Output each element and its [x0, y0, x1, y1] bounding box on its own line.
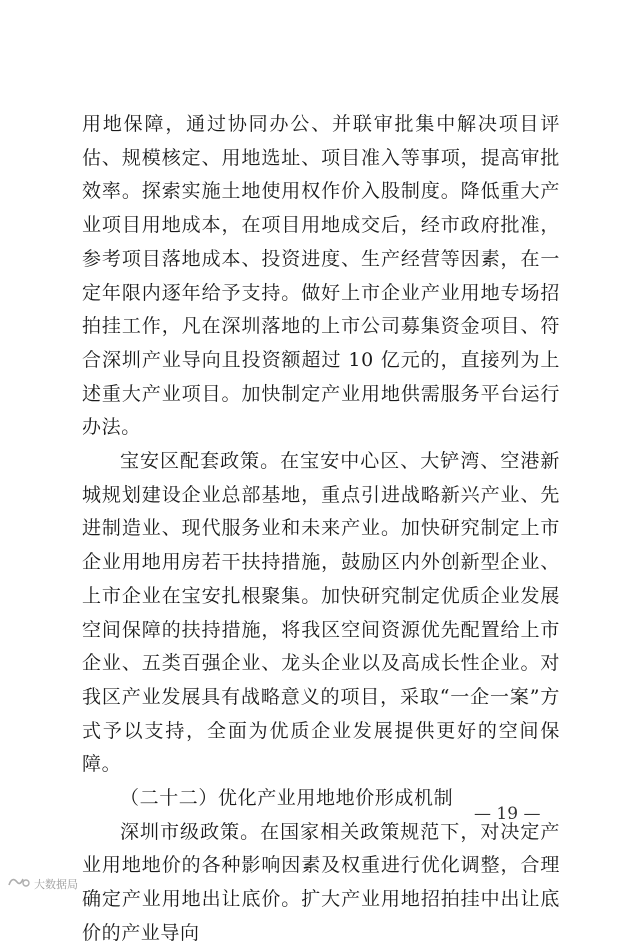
- section-heading: （二十二）优化产业用地地价形成机制: [120, 787, 454, 810]
- paragraph-continuation: 用地保障，通过协同办公、并联审批集中解决项目评估、规模核定、用地选址、项目准入等事项，提高审批效率。探索实施土地使用权作价入股制度。降低重大产业项目用地成本，在项目用地成交后，经市政府批准，参考项目落地成本、投资进度、生产经营等因素，在一定年限内逐年给予支持。做好上市企业产业用地专场招拍挂工作，凡在深圳落地的上市公司募集资金项目、符合深圳产业导向且投资额超过 10 亿元的，直接列为上述重大产业项目。加快制定产业用地供需服务平台运行办法。: [82, 113, 560, 439]
- document-body: [82, 108, 560, 951]
- paragraph-shenzhen-policy: 深圳市级政策。在国家相关政策规范下，对决定产业用地地价的各种影响因素及权重进行优化调整，合理确定产业用地出让底价。扩大产业用地招拍挂中出让底价的产业导向: [82, 820, 560, 944]
- paragraph-baoan-policy: 宝安区配套政策。在宝安中心区、大铲湾、空港新城规划建设企业总部基地，重点引进战略新兴产业、先进制造业、现代服务业和未来产业。加快研究制定上市企业用地用房若干扶持措施，鼓励区内外创新型企业、上市企业在宝安扎根聚集。加快研究制定优质企业发展空间保障的扶持措施，将我区空间资源优先配置给上市企业、五类百强企业、龙头企业以及高成长性企业。对我区产业发展具有战略意义的项目，采取“一企一案”方式予以支持，全面为优质企业发展提供更好的空间保障。: [82, 450, 560, 776]
- logo-mark-icon: [6, 874, 32, 894]
- watermark: [6, 874, 96, 894]
- watermark-text: 大数据局: [34, 878, 78, 891]
- page-number: — 19 —: [474, 804, 541, 824]
